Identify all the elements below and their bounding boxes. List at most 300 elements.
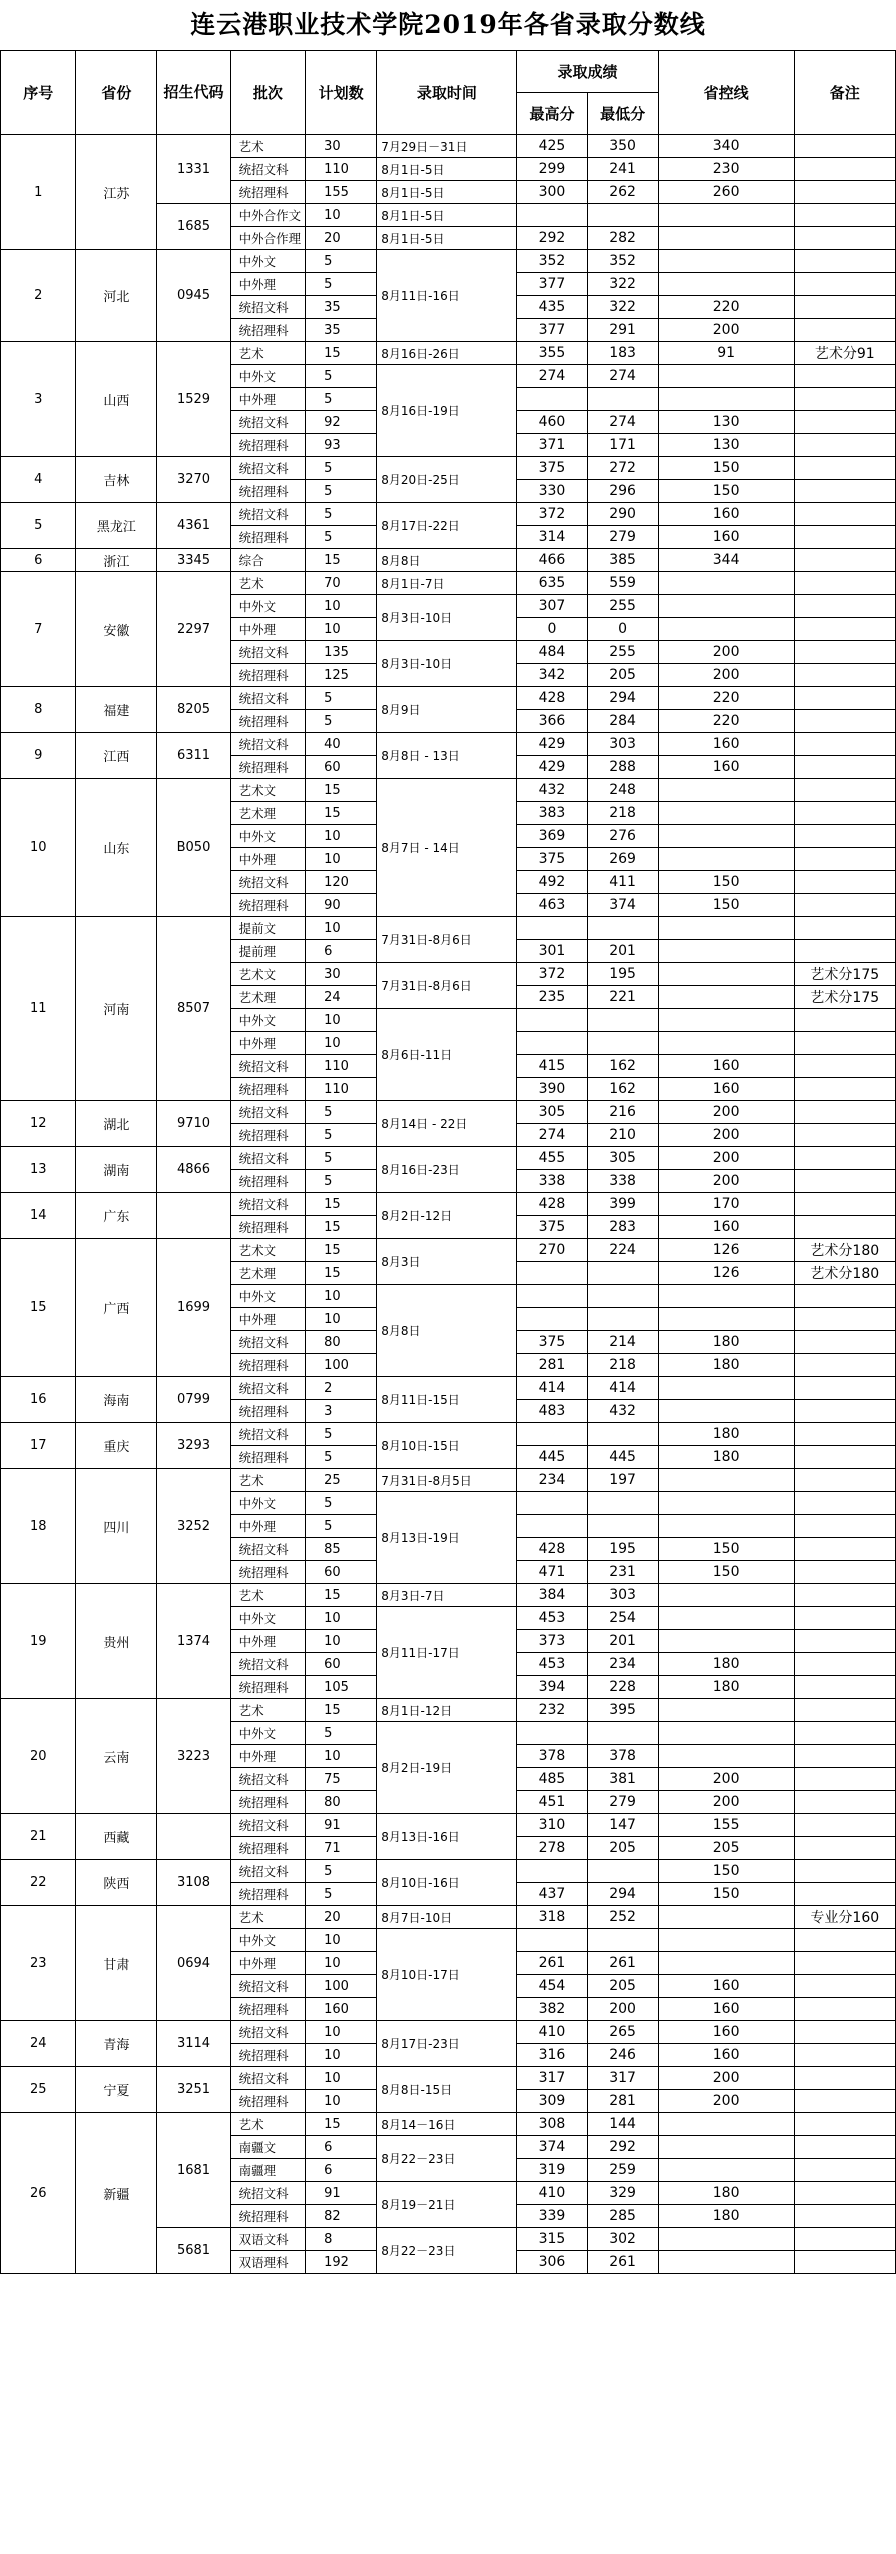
min-score-cell	[587, 1308, 658, 1331]
time-cell: 8月8日	[377, 1285, 517, 1377]
batch-cell: 统招文科	[230, 871, 305, 894]
min-score-cell	[587, 1009, 658, 1032]
plan-cell: 10	[306, 1745, 377, 1768]
batch-cell: 统招文科	[230, 1768, 305, 1791]
code-cell: 3223	[157, 1699, 230, 1814]
batch-cell: 中外理	[230, 1308, 305, 1331]
seq-cell: 6	[1, 549, 76, 572]
control-line-cell	[658, 572, 794, 595]
seq-cell: 5	[1, 503, 76, 549]
table-row	[1, 2113, 896, 2136]
time-cell: 8月9日	[377, 687, 517, 733]
remark-cell	[794, 1998, 895, 2021]
max-score-cell: 377	[517, 319, 587, 342]
province-cell: 重庆	[76, 1423, 157, 1469]
batch-cell: 艺术文	[230, 1239, 305, 1262]
time-cell: 8月17日-22日	[377, 503, 517, 549]
remark-cell	[794, 296, 895, 319]
remark-cell	[794, 457, 895, 480]
seq-cell: 12	[1, 1101, 76, 1147]
batch-cell: 中外理	[230, 618, 305, 641]
control-line-cell	[658, 618, 794, 641]
max-score-cell: 234	[517, 1469, 587, 1492]
min-score-cell: 259	[587, 2159, 658, 2182]
province-cell: 江苏	[76, 135, 157, 250]
batch-cell: 统招理科	[230, 434, 305, 457]
batch-cell: 中外理	[230, 1630, 305, 1653]
plan-cell: 92	[306, 411, 377, 434]
batch-cell: 统招文科	[230, 158, 305, 181]
time-cell: 8月1日-5日	[377, 204, 517, 227]
control-line-cell: 180	[658, 1354, 794, 1377]
control-line-cell: 160	[658, 2021, 794, 2044]
province-cell: 江西	[76, 733, 157, 779]
code-cell: 3345	[157, 549, 230, 572]
min-score-cell	[587, 1929, 658, 1952]
batch-cell: 统招理科	[230, 1216, 305, 1239]
seq-cell: 19	[1, 1584, 76, 1699]
remark-cell	[794, 1423, 895, 1446]
min-score-cell: 265	[587, 2021, 658, 2044]
min-score-cell: 305	[587, 1147, 658, 1170]
plan-cell: 5	[306, 687, 377, 710]
province-cell: 山西	[76, 342, 157, 457]
max-score-cell: 471	[517, 1561, 587, 1584]
plan-cell: 15	[306, 2113, 377, 2136]
max-score-cell	[517, 1929, 587, 1952]
min-score-cell: 559	[587, 572, 658, 595]
code-cell: 0799	[157, 1377, 230, 1423]
max-score-cell: 270	[517, 1239, 587, 1262]
batch-cell: 提前文	[230, 917, 305, 940]
batch-cell: 中外文	[230, 365, 305, 388]
min-score-cell: 147	[587, 1814, 658, 1837]
remark-cell	[794, 1147, 895, 1170]
control-line-cell: 220	[658, 687, 794, 710]
province-cell: 新疆	[76, 2113, 157, 2274]
province-cell: 福建	[76, 687, 157, 733]
province-cell: 陕西	[76, 1860, 157, 1906]
remark-cell	[794, 572, 895, 595]
plan-cell: 60	[306, 1561, 377, 1584]
time-cell: 8月3日-7日	[377, 1584, 517, 1607]
plan-cell: 24	[306, 986, 377, 1009]
province-cell: 山东	[76, 779, 157, 917]
control-line-cell: 340	[658, 135, 794, 158]
remark-cell	[794, 1561, 895, 1584]
control-line-cell: 200	[658, 1791, 794, 1814]
control-line-cell	[658, 273, 794, 296]
remark-cell	[794, 733, 895, 756]
plan-cell: 10	[306, 1952, 377, 1975]
remark-cell	[794, 1400, 895, 1423]
batch-cell: 双语理科	[230, 2251, 305, 2274]
batch-cell: 统招理科	[230, 1400, 305, 1423]
min-score-cell: 218	[587, 802, 658, 825]
remark-cell	[794, 687, 895, 710]
control-line-cell	[658, 1699, 794, 1722]
remark-cell	[794, 1745, 895, 1768]
plan-cell: 10	[306, 1009, 377, 1032]
plan-cell: 192	[306, 2251, 377, 2274]
min-score-cell: 162	[587, 1078, 658, 1101]
remark-cell	[794, 848, 895, 871]
province-cell: 吉林	[76, 457, 157, 503]
max-score-cell: 437	[517, 1883, 587, 1906]
min-score-cell	[587, 1262, 658, 1285]
control-line-cell	[658, 963, 794, 986]
max-score-cell: 466	[517, 549, 587, 572]
min-score-cell: 0	[587, 618, 658, 641]
control-line-cell	[658, 802, 794, 825]
header-control: 省控线	[658, 51, 794, 135]
remark-cell	[794, 779, 895, 802]
batch-cell: 中外理	[230, 1745, 305, 1768]
plan-cell: 6	[306, 2136, 377, 2159]
time-cell: 8月3日-10日	[377, 641, 517, 687]
remark-cell	[794, 871, 895, 894]
header-min: 最低分	[587, 93, 658, 135]
remark-cell	[794, 2090, 895, 2113]
time-cell: 8月1日-5日	[377, 158, 517, 181]
max-score-cell	[517, 204, 587, 227]
plan-cell: 20	[306, 1906, 377, 1929]
min-score-cell	[587, 1423, 658, 1446]
max-score-cell: 382	[517, 1998, 587, 2021]
control-line-cell: 160	[658, 1975, 794, 1998]
plan-cell: 15	[306, 779, 377, 802]
min-score-cell: 214	[587, 1331, 658, 1354]
control-line-cell	[658, 250, 794, 273]
control-line-cell	[658, 2159, 794, 2182]
control-line-cell: 344	[658, 549, 794, 572]
min-score-cell: 197	[587, 1469, 658, 1492]
remark-cell	[794, 1377, 895, 1400]
code-cell: 1681	[157, 2113, 230, 2228]
remark-cell: 艺术分180	[794, 1262, 895, 1285]
max-score-cell: 278	[517, 1837, 587, 1860]
plan-cell: 5	[306, 1101, 377, 1124]
max-score-cell: 371	[517, 434, 587, 457]
table-body	[1, 135, 896, 2274]
plan-cell: 15	[306, 1216, 377, 1239]
min-score-cell: 294	[587, 1883, 658, 1906]
min-score-cell: 374	[587, 894, 658, 917]
seq-cell: 25	[1, 2067, 76, 2113]
max-score-cell: 375	[517, 457, 587, 480]
min-score-cell: 261	[587, 1952, 658, 1975]
batch-cell: 艺术文	[230, 779, 305, 802]
batch-cell: 统招文科	[230, 733, 305, 756]
max-score-cell: 317	[517, 2067, 587, 2090]
time-cell: 8月19－21日	[377, 2182, 517, 2228]
max-score-cell: 338	[517, 1170, 587, 1193]
plan-cell: 20	[306, 227, 377, 250]
remark-cell	[794, 227, 895, 250]
control-line-cell	[658, 595, 794, 618]
control-line-cell: 200	[658, 1124, 794, 1147]
time-cell: 8月3日	[377, 1239, 517, 1285]
time-cell: 8月7日 - 14日	[377, 779, 517, 917]
batch-cell: 艺术理	[230, 802, 305, 825]
control-line-cell	[658, 1032, 794, 1055]
batch-cell: 统招理科	[230, 1561, 305, 1584]
batch-cell: 统招文科	[230, 411, 305, 434]
batch-cell: 统招文科	[230, 2067, 305, 2090]
max-score-cell: 455	[517, 1147, 587, 1170]
max-score-cell: 390	[517, 1078, 587, 1101]
remark-cell	[794, 319, 895, 342]
max-score-cell: 352	[517, 250, 587, 273]
plan-cell: 5	[306, 1423, 377, 1446]
time-cell: 8月2日-12日	[377, 1193, 517, 1239]
control-line-cell: 160	[658, 1078, 794, 1101]
remark-cell	[794, 2044, 895, 2067]
batch-cell: 统招文科	[230, 1538, 305, 1561]
max-score-cell: 308	[517, 2113, 587, 2136]
max-score-cell: 330	[517, 480, 587, 503]
max-score-cell: 281	[517, 1354, 587, 1377]
max-score-cell	[517, 1423, 587, 1446]
seq-cell: 18	[1, 1469, 76, 1584]
province-cell: 甘肃	[76, 1906, 157, 2021]
table-row	[1, 572, 896, 595]
max-score-cell: 305	[517, 1101, 587, 1124]
control-line-cell	[658, 2228, 794, 2251]
time-cell: 8月22－23日	[377, 2228, 517, 2274]
remark-cell	[794, 1032, 895, 1055]
batch-cell: 艺术	[230, 342, 305, 365]
min-score-cell: 218	[587, 1354, 658, 1377]
remark-cell	[794, 1630, 895, 1653]
max-score-cell	[517, 388, 587, 411]
plan-cell: 6	[306, 2159, 377, 2182]
time-cell: 8月11日-16日	[377, 250, 517, 342]
control-line-cell: 200	[658, 1147, 794, 1170]
control-line-cell: 150	[658, 1561, 794, 1584]
control-line-cell	[658, 1607, 794, 1630]
remark-cell	[794, 2021, 895, 2044]
plan-cell: 15	[306, 1193, 377, 1216]
plan-cell: 90	[306, 894, 377, 917]
min-score-cell: 338	[587, 1170, 658, 1193]
batch-cell: 统招理科	[230, 1676, 305, 1699]
seq-cell: 22	[1, 1860, 76, 1906]
remark-cell	[794, 2113, 895, 2136]
max-score-cell: 314	[517, 526, 587, 549]
min-score-cell	[587, 1860, 658, 1883]
min-score-cell: 290	[587, 503, 658, 526]
plan-cell: 5	[306, 273, 377, 296]
seq-cell: 1	[1, 135, 76, 250]
batch-cell: 统招理科	[230, 664, 305, 687]
batch-cell: 统招文科	[230, 1860, 305, 1883]
plan-cell: 135	[306, 641, 377, 664]
batch-cell: 统招理科	[230, 1883, 305, 1906]
seq-cell: 7	[1, 572, 76, 687]
code-cell: 0945	[157, 250, 230, 342]
max-score-cell: 428	[517, 1538, 587, 1561]
province-cell: 广西	[76, 1239, 157, 1377]
min-score-cell: 411	[587, 871, 658, 894]
control-line-cell: 160	[658, 1055, 794, 1078]
max-score-cell: 492	[517, 871, 587, 894]
max-score-cell: 274	[517, 365, 587, 388]
control-line-cell: 91	[658, 342, 794, 365]
batch-cell: 统招理科	[230, 1791, 305, 1814]
control-line-cell: 220	[658, 296, 794, 319]
min-score-cell: 414	[587, 1377, 658, 1400]
plan-cell: 10	[306, 595, 377, 618]
time-cell: 8月11日-15日	[377, 1377, 517, 1423]
min-score-cell: 144	[587, 2113, 658, 2136]
batch-cell: 统招理科	[230, 756, 305, 779]
min-score-cell: 350	[587, 135, 658, 158]
control-line-cell: 180	[658, 1331, 794, 1354]
batch-cell: 统招理科	[230, 1124, 305, 1147]
plan-cell: 10	[306, 1630, 377, 1653]
header-scores: 录取成绩	[517, 51, 658, 93]
remark-cell	[794, 1676, 895, 1699]
max-score-cell	[517, 1492, 587, 1515]
plan-cell: 10	[306, 204, 377, 227]
max-score-cell	[517, 1262, 587, 1285]
plan-cell: 5	[306, 1492, 377, 1515]
min-score-cell: 303	[587, 733, 658, 756]
max-score-cell: 432	[517, 779, 587, 802]
min-score-cell: 224	[587, 1239, 658, 1262]
code-cell: 1699	[157, 1239, 230, 1377]
min-score-cell: 183	[587, 342, 658, 365]
control-line-cell	[658, 1400, 794, 1423]
code-cell: 6311	[157, 733, 230, 779]
batch-cell: 中外文	[230, 1492, 305, 1515]
max-score-cell: 383	[517, 802, 587, 825]
plan-cell: 5	[306, 1722, 377, 1745]
plan-cell: 5	[306, 1883, 377, 1906]
plan-cell: 155	[306, 181, 377, 204]
control-line-cell: 160	[658, 1998, 794, 2021]
control-line-cell: 150	[658, 1538, 794, 1561]
remark-cell: 艺术分175	[794, 963, 895, 986]
plan-cell: 75	[306, 1768, 377, 1791]
remark-cell	[794, 365, 895, 388]
table-row	[1, 1814, 896, 1837]
code-cell: 8507	[157, 917, 230, 1101]
plan-cell: 10	[306, 1607, 377, 1630]
min-score-cell: 269	[587, 848, 658, 871]
remark-cell	[794, 1078, 895, 1101]
min-score-cell	[587, 1032, 658, 1055]
remark-cell	[794, 802, 895, 825]
min-score-cell: 432	[587, 1400, 658, 1423]
control-line-cell	[658, 2113, 794, 2136]
control-line-cell: 160	[658, 1216, 794, 1239]
plan-cell: 160	[306, 1998, 377, 2021]
min-score-cell	[587, 917, 658, 940]
control-line-cell: 150	[658, 871, 794, 894]
plan-cell: 10	[306, 2090, 377, 2113]
code-cell	[157, 1193, 230, 1239]
table-row	[1, 1860, 896, 1883]
batch-cell: 中外文	[230, 1009, 305, 1032]
control-line-cell: 150	[658, 480, 794, 503]
min-score-cell: 279	[587, 1791, 658, 1814]
max-score-cell: 410	[517, 2021, 587, 2044]
batch-cell: 统招理科	[230, 2090, 305, 2113]
plan-cell: 5	[306, 526, 377, 549]
batch-cell: 统招理科	[230, 894, 305, 917]
time-cell: 8月8日	[377, 549, 517, 572]
plan-cell: 105	[306, 1676, 377, 1699]
batch-cell: 中外文	[230, 595, 305, 618]
batch-cell: 统招文科	[230, 1975, 305, 1998]
seq-cell: 13	[1, 1147, 76, 1193]
max-score-cell: 410	[517, 2182, 587, 2205]
max-score-cell: 232	[517, 1699, 587, 1722]
control-line-cell	[658, 1515, 794, 1538]
max-score-cell: 339	[517, 2205, 587, 2228]
remark-cell	[794, 1952, 895, 1975]
control-line-cell	[658, 1492, 794, 1515]
min-score-cell: 162	[587, 1055, 658, 1078]
max-score-cell: 429	[517, 733, 587, 756]
control-line-cell: 200	[658, 1101, 794, 1124]
max-score-cell: 428	[517, 1193, 587, 1216]
min-score-cell: 201	[587, 1630, 658, 1653]
remark-cell	[794, 664, 895, 687]
min-score-cell: 205	[587, 1837, 658, 1860]
batch-cell: 统招文科	[230, 503, 305, 526]
min-score-cell: 261	[587, 2251, 658, 2274]
table-row	[1, 1147, 896, 1170]
time-cell: 8月13日-16日	[377, 1814, 517, 1860]
remark-cell	[794, 526, 895, 549]
max-score-cell: 483	[517, 1400, 587, 1423]
time-cell: 8月10日-15日	[377, 1423, 517, 1469]
batch-cell: 统招理科	[230, 181, 305, 204]
plan-cell: 6	[306, 940, 377, 963]
max-score-cell	[517, 917, 587, 940]
plan-cell: 100	[306, 1354, 377, 1377]
code-cell: 3114	[157, 2021, 230, 2067]
remark-cell	[794, 1929, 895, 1952]
batch-cell: 中外合作文	[230, 204, 305, 227]
min-score-cell: 279	[587, 526, 658, 549]
control-line-cell: 160	[658, 526, 794, 549]
batch-cell: 统招理科	[230, 2044, 305, 2067]
min-score-cell: 276	[587, 825, 658, 848]
plan-cell: 5	[306, 503, 377, 526]
seq-cell: 8	[1, 687, 76, 733]
plan-cell: 15	[306, 1262, 377, 1285]
min-score-cell: 241	[587, 158, 658, 181]
plan-cell: 2	[306, 1377, 377, 1400]
min-score-cell: 385	[587, 549, 658, 572]
plan-cell: 10	[306, 917, 377, 940]
max-score-cell: 429	[517, 756, 587, 779]
batch-cell: 统招理科	[230, 526, 305, 549]
max-score-cell: 309	[517, 2090, 587, 2113]
plan-cell: 80	[306, 1331, 377, 1354]
remark-cell	[794, 825, 895, 848]
min-score-cell: 285	[587, 2205, 658, 2228]
control-line-cell: 200	[658, 641, 794, 664]
min-score-cell: 395	[587, 1699, 658, 1722]
plan-cell: 100	[306, 1975, 377, 1998]
max-score-cell: 425	[517, 135, 587, 158]
code-cell: 1374	[157, 1584, 230, 1699]
